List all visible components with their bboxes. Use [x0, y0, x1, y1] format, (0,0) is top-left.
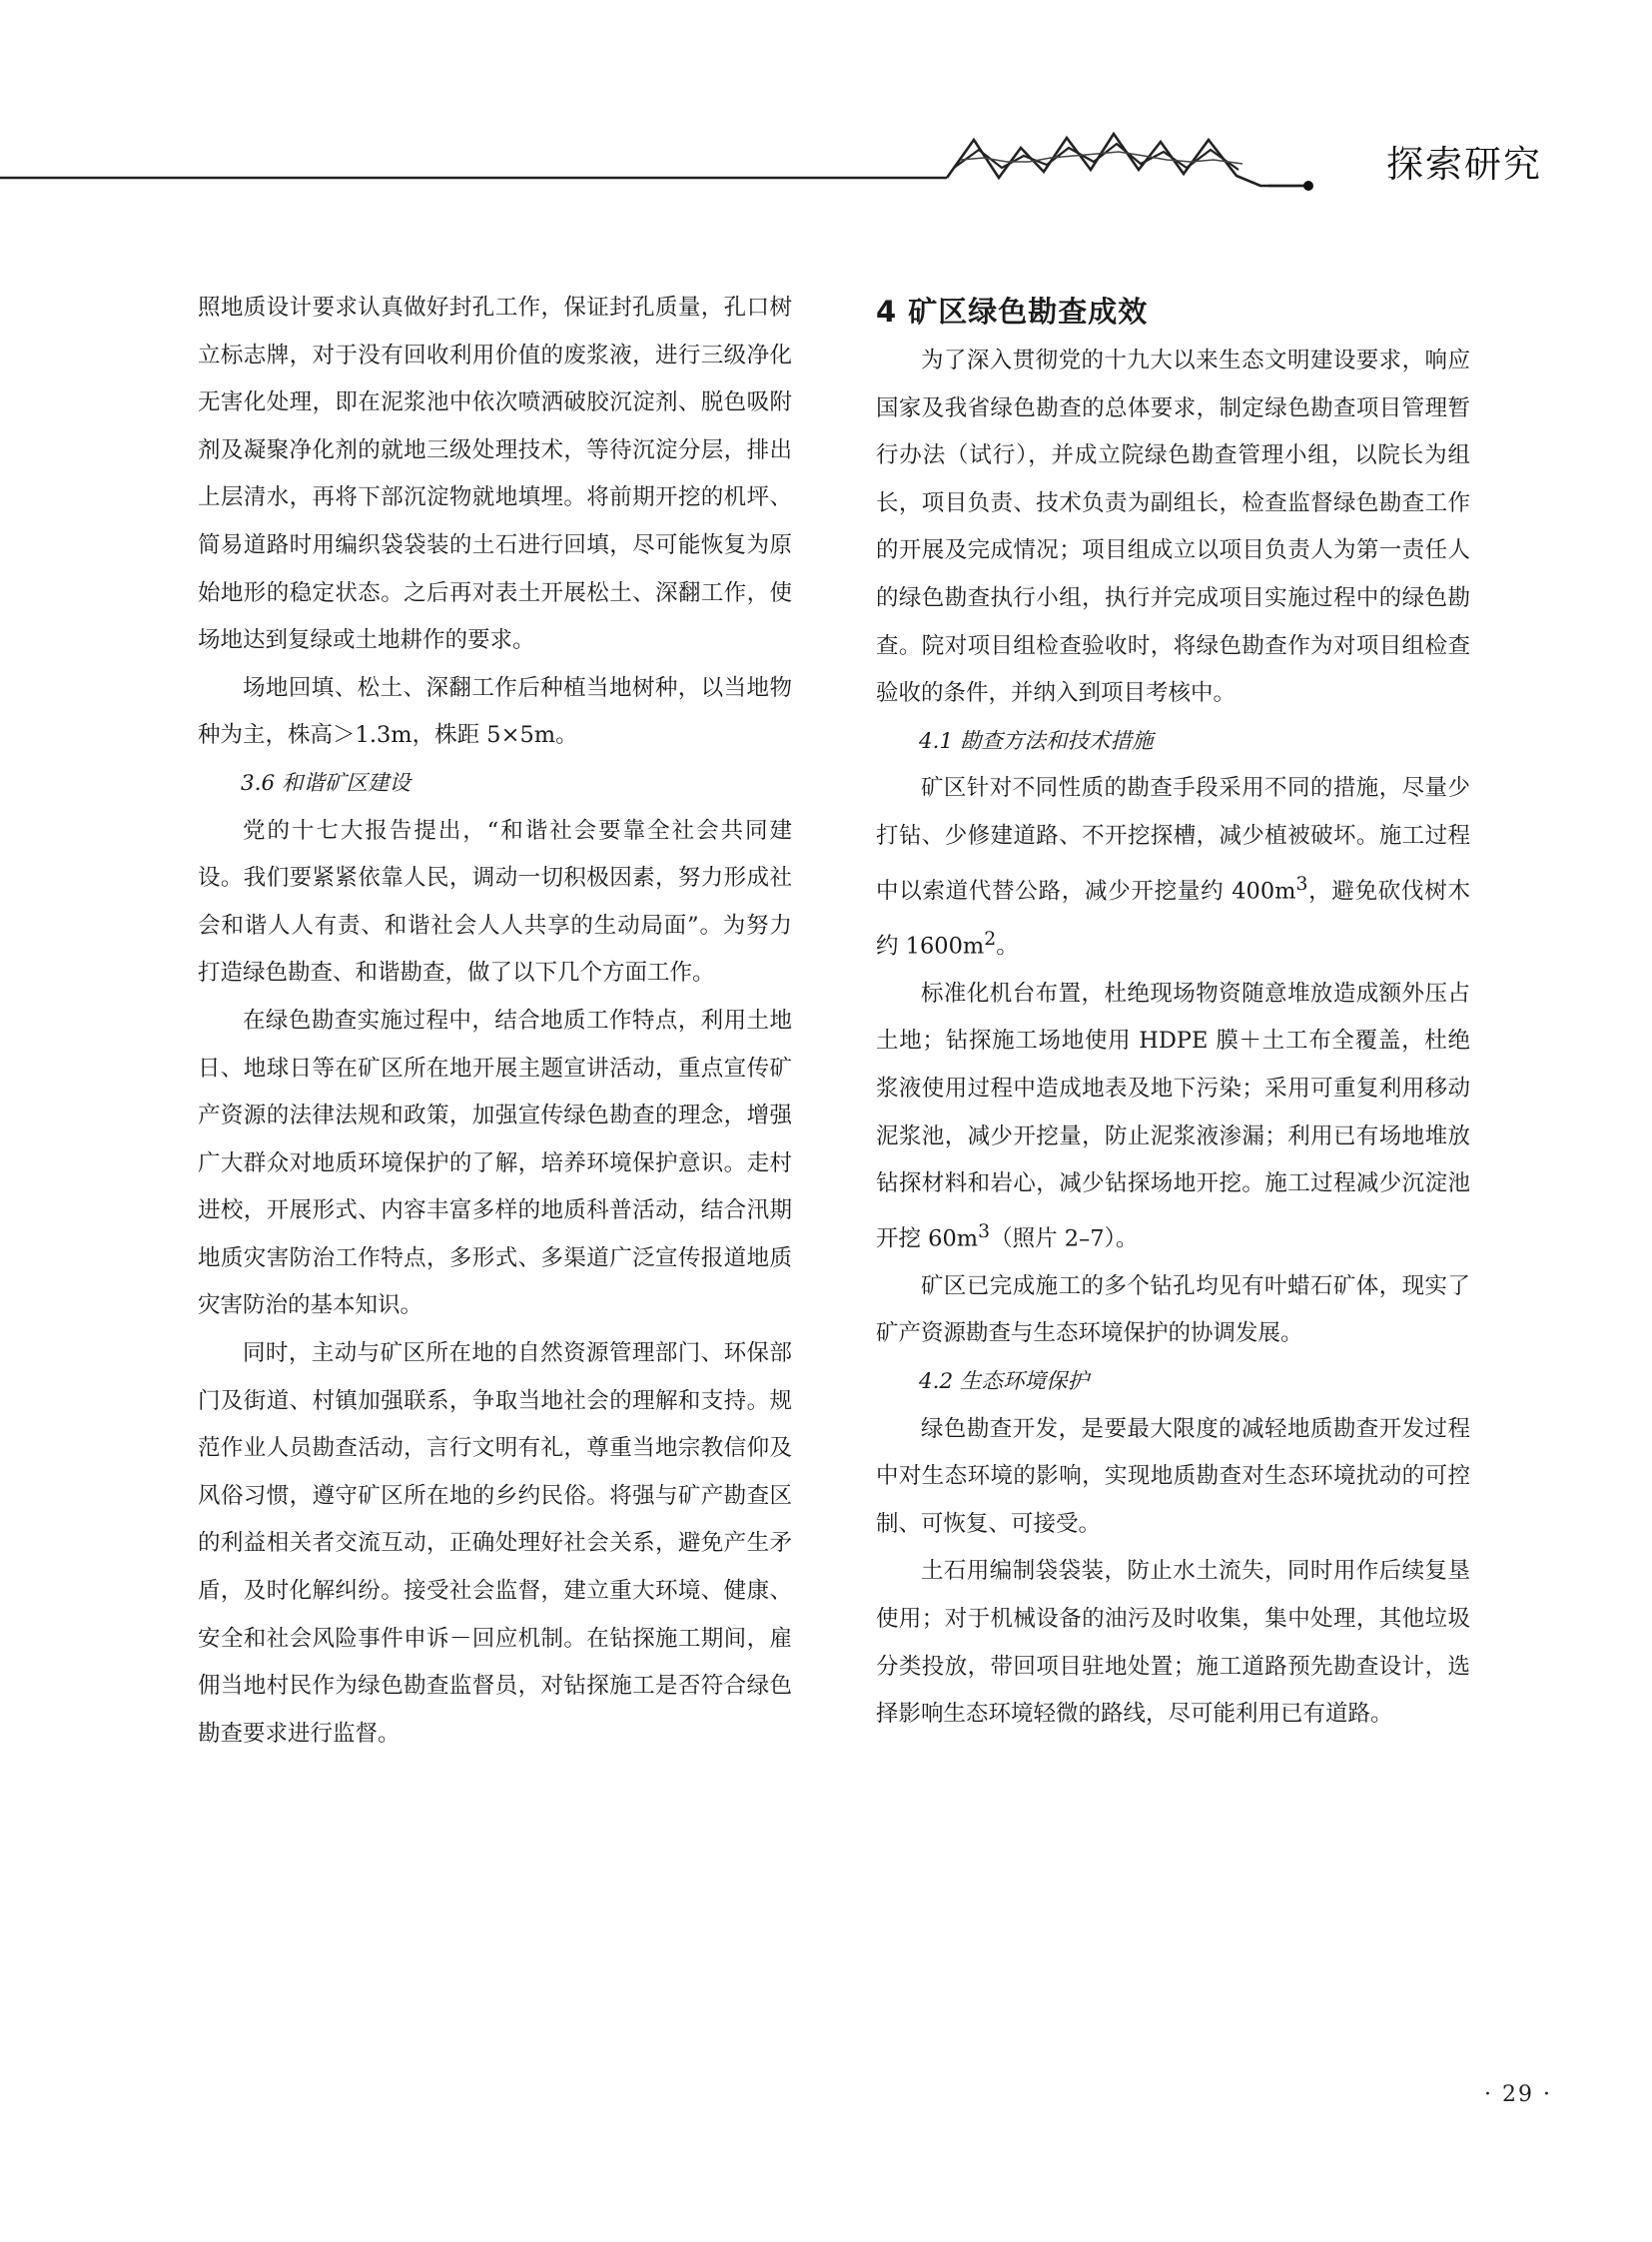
paragraph: 矿区针对不同性质的勘查手段采用不同的措施，尽量少打钻、少修建道路、不开挖探槽，减少植被破坏。施工过程中以索道代替公路，减少开挖量约 $400m^3$，避免砍伐树木约 $1600m^2$。 [876, 775, 1470, 960]
subsection-heading: 4.2 生态环境保护 [919, 1368, 1090, 1394]
section-heading: 4 矿区绿色勘查成效 [876, 295, 1149, 329]
left-column [198, 285, 792, 1758]
paragraph: 场地回填、松土、深翻工作后种植当地树种，以当地物种为主，株高＞1.3m，株距 5×5m。 [198, 674, 792, 749]
section-label: 探索研究 [1386, 143, 1542, 186]
mountain-line-1 [947, 134, 1308, 186]
right-column [876, 290, 1470, 1739]
paragraph: 标准化机台布置，杜绝现场物资随意堆放造成额外压占土地；钻探施工场地使用 HDPE 膜＋土工布全覆盖，杜绝浆液使用过程中造成地表及地下污染；采用可重复利用移动泥浆池，减少开挖量，防止泥浆液渗漏；利用已有场地堆放钻探材料和岩心，减少钻探场地开挖。施工过程减少沉淀池开挖 $60m^3$（照片 2–7）。 [876, 980, 1470, 1252]
paragraph: 党的十七大报告提出，“和谐社会要靠全社会共同建设。我们要紧紧依靠人民，调动一切积极因素，努力形成社会和谐人人有责、和谐社会人人共享的生动局面”。为努力打造绿色勘查、和谐勘查，做了以下几个方面工作。 [198, 817, 792, 987]
paragraph: 绿色勘查开发，是要最大限度的减轻地质勘查开发过程中对生态环境的影响，实现地质勘查对生态环境扰动的可控制、可恢复、可接受。 [876, 1415, 1470, 1537]
paragraph: 照地质设计要求认真做好封孔工作，保证封孔质量，孔口树立标志牌，对于没有回收利用价值的废浆液，进行三级净化无害化处理，即在泥浆池中依次喷洒破胶沉淀剂、脱色吸附剂及凝聚净化剂的就地三级处理技术，等待沉淀分层，排出上层清水，再将下部沉淀物就地填埋。将前期开挖的机坪、简易道路时用编织袋袋装的土石进行回填，尽可能恢复为原始地形的稳定状态。之后再对表土开展松土、深翻工作，使场地达到复绿或土地耕作的要求。 [198, 295, 792, 654]
paragraph: 在绿色勘查实施过程中，结合地质工作特点，利用土地日、地球日等在矿区所在地开展主题宣讲活动，重点宣传矿产资源的法律法规和政策，加强宣传绿色勘查的理念，增强广大群众对地质环境保护的了解，培养环境保护意识。走村进校，开展形式、内容丰富多样的地质科普活动，结合汛期地质灾害防治工作特点，多形式、多渠道广泛宣传报道地质灾害防治的基本知识。 [198, 1007, 792, 1319]
paragraph: 同时，主动与矿区所在地的自然资源管理部门、环保部门及街道、村镇加强联系，争取当地社会的理解和支持。规范作业人员勘查活动，言行文明有礼，尊重当地宗教信仰及风俗习惯，遵守矿区所在地的乡约民俗。将强与矿产勘查区的利益相关者交流互动，正确处理好社会关系，避免产生矛盾，及时化解纠纷。接受社会监督，建立重大环境、健康、安全和社会风险事件申诉－回应机制。在钻探施工期间，雇佣当地村民作为绿色勘查监督员，对钻探施工是否符合绿色勘查要求进行监督。 [198, 1340, 792, 1747]
paragraph: 矿区已完成施工的多个钻孔均见有叶蜡石矿体，现实了矿产资源勘查与生态环境保护的协调发展。 [876, 1272, 1470, 1347]
subsection-heading: 4.1 勘查方法和技术措施 [919, 728, 1154, 754]
page-number: · 29 · [1484, 2082, 1552, 2107]
subsection-heading: 3.6 和谐矿区建设 [241, 770, 412, 796]
header-dot [1303, 181, 1313, 191]
paragraph: 为了深入贯彻党的十九大以来生态文明建设要求，响应国家及我省绿色勘查的总体要求，制定绿色勘查项目管理暂行办法（试行），并成立院绿色勘查管理小组，以院长为组长，项目负责、技术负责为副组长，检查监督绿色勘查工作的开展及完成情况；项目组成立以项目负责人为第一责任人的绿色勘查执行小组，执行并完成项目实施过程中的绿色勘查。院对项目组检查验收时，将绿色勘查作为对项目组检查验收的条件，并纳入到项目考核中。 [876, 348, 1470, 707]
paragraph: 土石用编制袋袋装，防止水土流失，同时用作后续复垦使用；对于机械设备的油污及时收集，集中处理，其他垃圾分类投放，带回项目驻地处置；施工道路预先勘查设计，选择影响生态环境轻微的路线，尽可能利用已有道路。 [876, 1558, 1470, 1728]
